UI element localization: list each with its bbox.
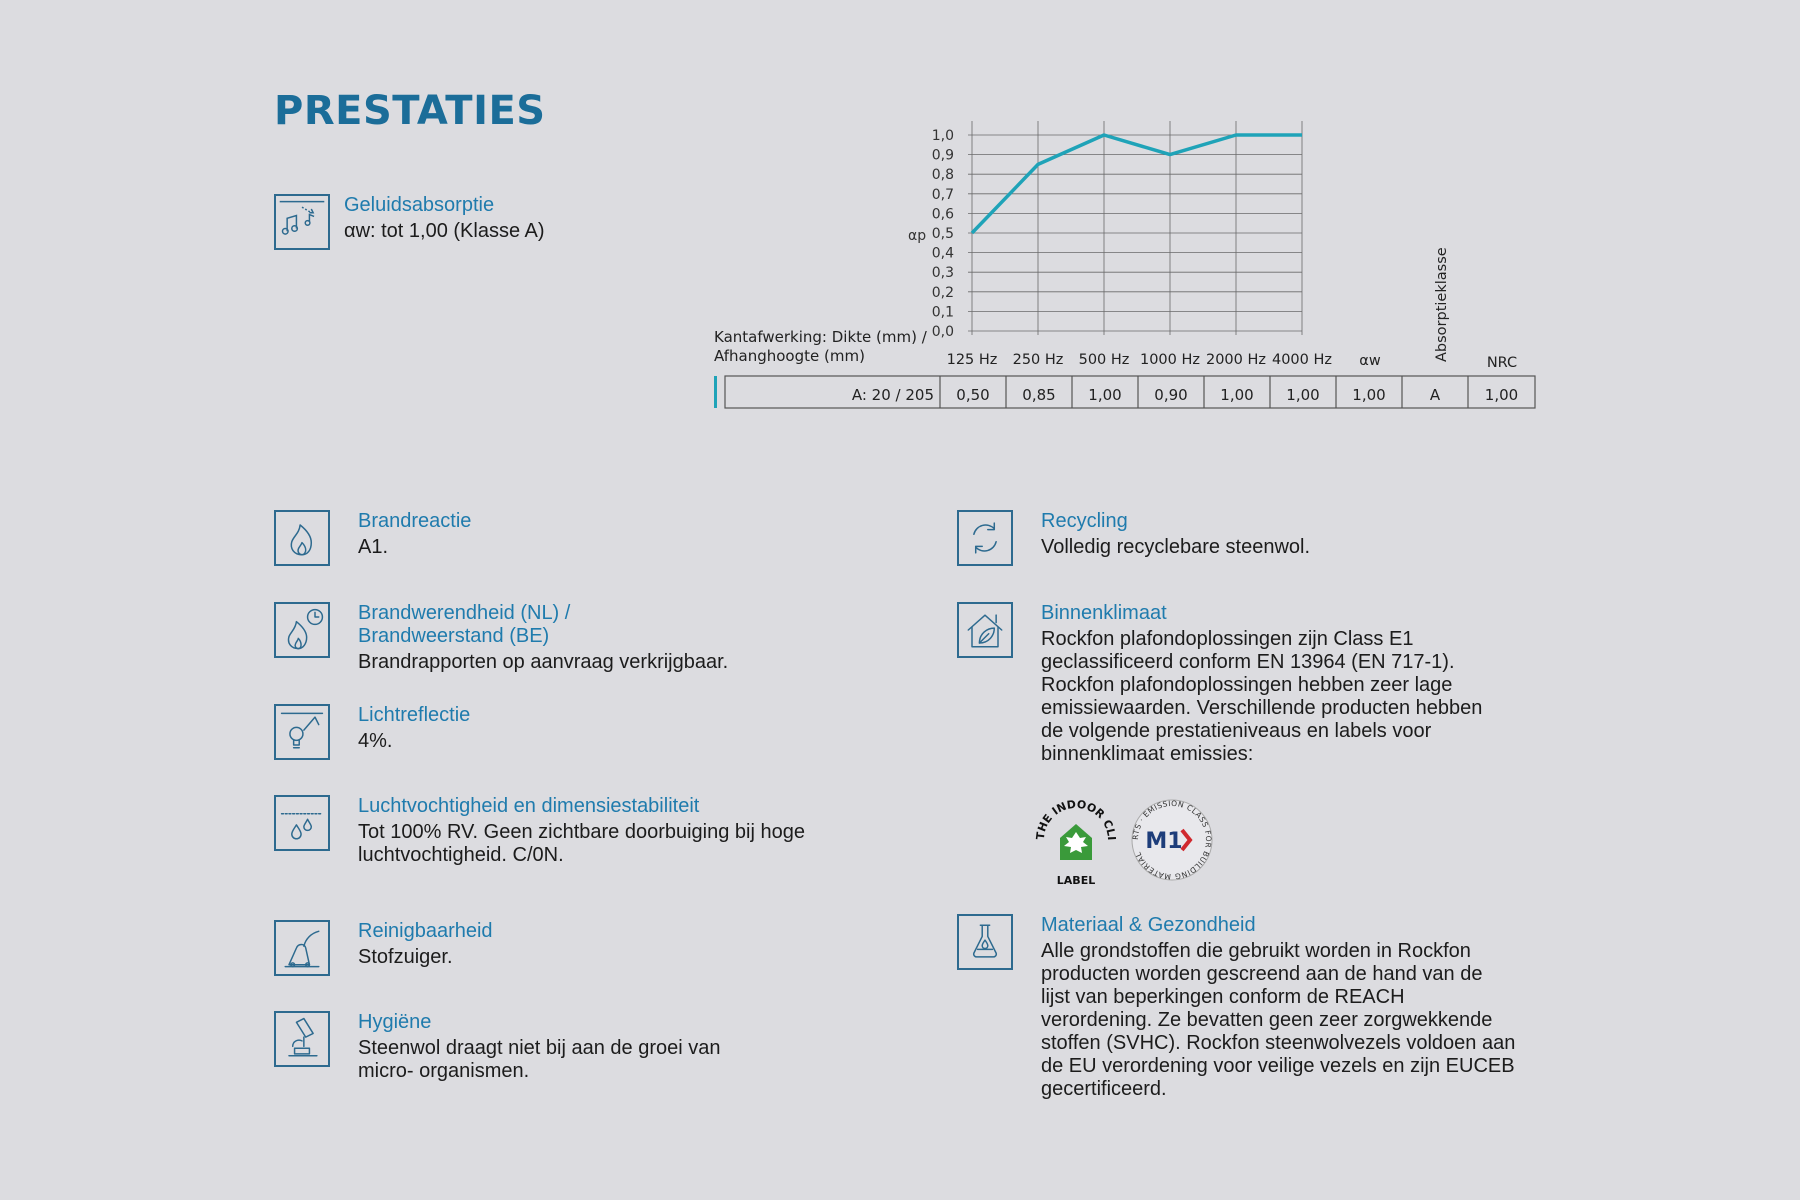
table-header-nrc: NRC: [1486, 355, 1518, 371]
table-cell: A: [1429, 386, 1441, 404]
left-prop-text-5: Steenwol draagt niet bij aan de groei van micro- organismen.: [358, 1037, 721, 1082]
table-header-absorptieklasse: Absorptieklasse: [1434, 247, 1450, 362]
m1-emission-class-logo: [1131, 799, 1213, 881]
humidity-drops-icon: [274, 795, 330, 851]
indoor-climate-label-logo: [1034, 790, 1118, 887]
chart-y-tick-label: 0,4: [931, 245, 954, 262]
table-row-header-line2: Afhanghoogte (mm): [714, 347, 865, 365]
chart-grid: [968, 121, 1302, 335]
house-leaf-icon: [957, 602, 1013, 658]
chart-x-tick-label: 125 Hz: [946, 352, 998, 368]
absorption-chart: [0, 0, 1800, 430]
chart-x-ticks: [947, 352, 1332, 368]
table-header-aw: αw: [1359, 353, 1381, 369]
left-prop-text-4: Stofzuiger.: [358, 946, 453, 968]
svg-text:LABEL: LABEL: [1056, 874, 1096, 887]
table-row-frame: [725, 376, 1535, 408]
flame-clock-icon: [274, 602, 330, 658]
chart-y-tick-label: 1,0: [931, 128, 954, 144]
flame-icon: [274, 510, 330, 566]
chart-y-tick-label: 0,5: [931, 226, 954, 242]
right-prop-text-2: Alle grondstoffen die gebruikt worden in Rockfon producten worden gescreend aan de hand van de lijst van beperkingen conform de REACH verordening. Ze bevatten geen zeer zorgwekkende stoffen (SVHC). Rockfon steenwolvezels voldoen aan de EU verordening voor veilige vezels en zijn EUCEB gecertificeerd.: [1041, 940, 1516, 1100]
svg-text:THE INDOOR CLIMATE: THE INDOOR CLI: [1034, 797, 1119, 841]
left-prop-text-2: 4%.: [358, 730, 393, 752]
chart-y-tick-label: 0,7: [931, 186, 954, 203]
chart-y-tick-label: 0,2: [931, 284, 954, 301]
chart-y-tick-label: 0,3: [931, 265, 954, 282]
table-cell: 0,50: [956, 386, 990, 404]
left-prop-text-1: Brandrapporten op aanvraag verkrijgbaar.: [358, 651, 729, 673]
table-cell: 0,90: [1154, 386, 1188, 404]
lightbulb-reflection-icon: [274, 704, 330, 760]
vacuum-cleaner-icon: [274, 920, 330, 976]
table-cell: 1,00: [1088, 386, 1122, 404]
right-prop-text-0: Volledig recyclebare steenwol.: [1041, 536, 1311, 558]
svg-text:RTS · EMISSION CLASS FOR BUILD: RTS · EMISSION CLASS FOR BUILDING MATERIAL: [1130, 798, 1214, 882]
left-prop-title-4: Reinigbaarheid: [358, 920, 493, 942]
table-cell: 1,00: [1220, 386, 1254, 404]
chart-y-tick-label: 0,8: [931, 167, 954, 184]
recycle-icon: [957, 510, 1013, 566]
chart-y-tick-label: 0,6: [931, 206, 954, 223]
table-row-header-line1: Kantafwerking: Dikte (mm) /: [714, 328, 927, 346]
chart-x-tick-label: 500 Hz: [1078, 352, 1130, 368]
right-prop-text-1: Rockfon plafondoplossingen zijn Class E1 geclassificeerd conform EN 13964 (EN 717-1). Rockfon plafondoplossingen hebben zeer lage emissiewaarden. Verschillende producten hebben de volgende prestatieniveaus en labels voor binnenklimaat emissies:: [1041, 628, 1483, 765]
flask-icon: [957, 914, 1013, 970]
chart-y-tick-label: 0,0: [931, 324, 954, 340]
table-cell: 1,00: [1286, 386, 1320, 404]
chart-series-line: [972, 135, 1302, 233]
left-prop-title-2: Lichtreflectie: [358, 704, 471, 726]
table-row-label: A: 20 / 205: [851, 386, 934, 404]
table-accent-bar: [714, 376, 717, 408]
page-title: PRESTATIES: [274, 88, 546, 134]
table-cell: 1,00: [1352, 386, 1386, 404]
chart-y-tick-label: 0,1: [931, 304, 954, 321]
chart-y-ticks: [932, 128, 954, 340]
left-prop-text-3: Tot 100% RV. Geen zichtbare doorbuiging bij hoge luchtvochtigheid. C/0N.: [358, 821, 805, 866]
absorption-title: Geluidsabsorptie: [344, 194, 495, 216]
chart-x-tick-label: 4000 Hz: [1271, 352, 1333, 368]
table-cell: 0,85: [1022, 386, 1056, 404]
table-cell: 1,00: [1484, 386, 1519, 404]
right-prop-title-1: Binnenklimaat: [1041, 602, 1167, 624]
table-cells: [940, 376, 1518, 408]
left-prop-title-3: Luchtvochtigheid en dimensiestabiliteit: [358, 795, 700, 817]
svg-text:M1: M1: [1145, 829, 1183, 854]
emission-labels: [1034, 790, 1234, 890]
left-prop-title-5: Hygiëne: [358, 1011, 432, 1033]
left-prop-title-1: Brandwerendheid (NL) / Brandweerstand (BE): [358, 602, 571, 647]
chart-y-label: αp: [908, 228, 927, 244]
microscope-icon: [274, 1011, 330, 1067]
left-prop-text-0: A1.: [358, 536, 389, 558]
chart-y-tick-label: 0,9: [931, 147, 954, 164]
left-prop-title-0: Brandreactie: [358, 510, 472, 532]
chart-x-tick-label: 2000 Hz: [1205, 352, 1267, 368]
right-prop-title-2: Materiaal & Gezondheid: [1041, 914, 1256, 936]
absorption-text: αw: tot 1,00 (Klasse A): [344, 220, 545, 242]
chart-x-tick-label: 1000 Hz: [1139, 352, 1201, 368]
chart-x-tick-label: 250 Hz: [1012, 352, 1064, 368]
right-prop-title-0: Recycling: [1041, 510, 1128, 532]
